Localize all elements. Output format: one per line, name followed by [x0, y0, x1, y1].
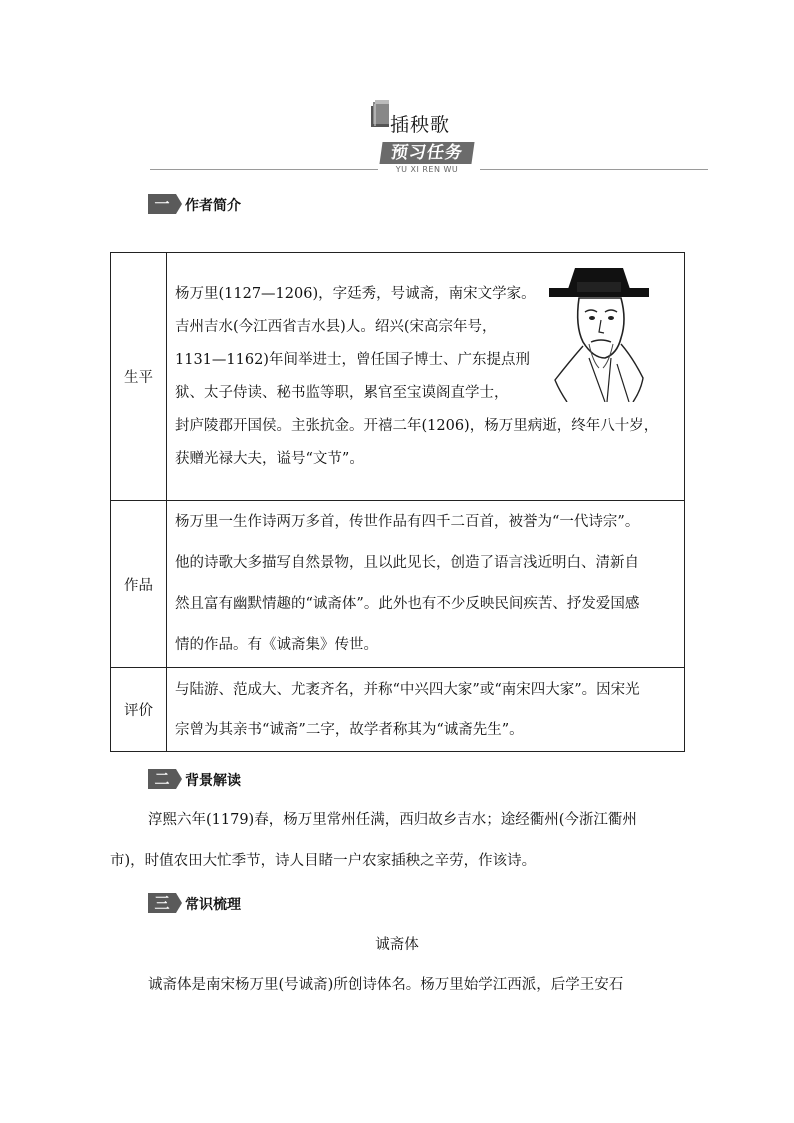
row-content-works — [167, 501, 685, 668]
section-title: 背景解读 — [185, 773, 241, 789]
knowledge-subtitle: 诚斋体 — [375, 937, 419, 953]
preview-task-pinyin: YU XI REN WU — [395, 165, 459, 174]
knowledge-paragraph-line: 诚斋体是南宋杨万里(号诚斋)所创诗体名。杨万里始学江西派，后学王安石 — [148, 977, 624, 993]
section-title: 常识梳理 — [185, 897, 241, 913]
section-number-badge: 二 — [148, 769, 176, 789]
section-number-badge: 三 — [148, 893, 176, 913]
section-number-badge: 一 — [148, 194, 176, 214]
table-row-evaluation — [111, 668, 685, 752]
section-title: 作者简介 — [185, 198, 241, 214]
preview-task-banner: 预习任务 — [379, 142, 474, 164]
row-label-evaluation: 评价 — [111, 668, 167, 752]
book-icon — [369, 100, 391, 128]
text-line: 杨万里一生作诗两万多首，传世作品有四千二百首，被誉为“一代诗宗”。 — [175, 514, 640, 530]
header-divider-right — [480, 169, 708, 170]
row-label-life: 生平 — [111, 253, 167, 501]
row-label-works: 作品 — [111, 501, 167, 668]
text-line: 他的诗歌大多描写自然景物，且以此见长，创造了语言浅近明白、清新自 — [175, 555, 639, 571]
text-line: 获赠光禄大夫，谥号“文节”。 — [175, 450, 364, 467]
page-title: 插秧歌 — [390, 114, 451, 136]
text-line: 封庐陵郡开国侯。主张抗金。开禧二年(1206)，杨万里病逝，终年八十岁， — [175, 417, 659, 434]
background-paragraph-line: 市)，时值农田大忙季节，诗人目睹一户农家插秧之辛劳，作该诗。 — [110, 853, 537, 869]
background-paragraph-line: 淳熙六年(1179)春，杨万里常州任满，西归故乡吉水；途经衢州(今浙江衢州 — [148, 812, 637, 828]
author-portrait — [549, 262, 649, 402]
row-content-evaluation — [167, 668, 685, 752]
header-divider-left — [150, 169, 378, 170]
text-line: 情的作品。有《诚斋集》传世。 — [175, 637, 378, 653]
text-line: 狱、太子侍读、秘书监等职，累官至宝谟阁直学士， — [175, 384, 509, 401]
text-line: 1131—1162)年间举进士，曾任国子博士、广东提点刑 — [175, 351, 530, 368]
text-line: 杨万里(1127—1206)，字廷秀，号诚斋，南宋文学家。 — [175, 285, 536, 302]
table-row-works — [111, 501, 685, 668]
text-line: 然且富有幽默情趣的“诚斋体”。此外也有不少反映民间疾苦、抒发爱国感 — [175, 596, 640, 612]
text-line: 宗曾为其亲书“诚斋”二字，故学者称其为“诚斋先生”。 — [175, 721, 524, 738]
text-line: 吉州吉水(今江西省吉水县)人。绍兴(宋高宗年号， — [175, 318, 497, 335]
text-line: 与陆游、范成大、尤袤齐名，并称“中兴四大家”或“南宋四大家”。因宋光 — [175, 681, 640, 698]
